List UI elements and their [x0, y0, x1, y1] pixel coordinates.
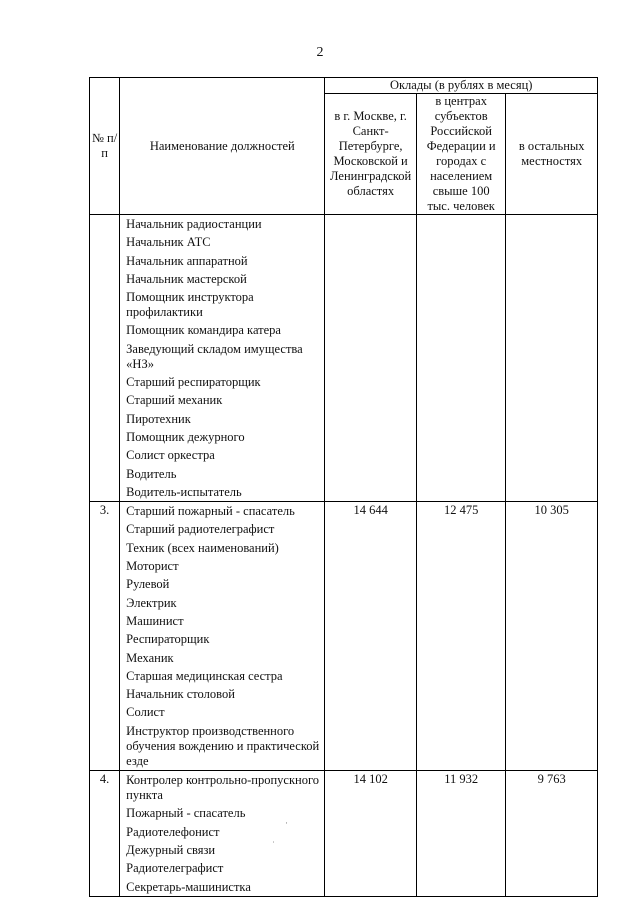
position-name: Пожарный - спасатель: [126, 806, 246, 821]
position-name: Заведующий складом имущества «НЗ»: [126, 341, 303, 371]
scan-mark: ·: [285, 818, 288, 828]
position-name: Начальник АТС: [126, 235, 211, 250]
header-salary-group: Оклады (в рублях в месяц): [325, 78, 598, 94]
position-name: Начальник аппаратной: [126, 253, 248, 268]
table-row: [90, 215, 598, 502]
table-row: [90, 771, 598, 897]
row-number: [90, 215, 120, 502]
position-name: Машинист: [126, 613, 184, 628]
table-body: [90, 215, 598, 897]
salary-other: 9 763: [506, 771, 598, 897]
position-name: Солист: [126, 705, 165, 720]
salary-moscow: [325, 215, 417, 502]
header-col-moscow: в г. Москве, г. Санкт-Петербурге, Московской и Ленинградской областях: [325, 94, 417, 215]
position-name: Водитель: [126, 466, 177, 481]
header-position-name: Наименование должностей: [120, 78, 325, 215]
position-name: Электрик: [126, 595, 177, 610]
position-name: Контролер контрольно-пропускного пункта: [126, 773, 320, 803]
position-name: Пиротехник: [126, 411, 191, 426]
position-name: Старший респираторщик: [126, 375, 261, 390]
header-num: № п/п: [90, 78, 120, 215]
position-name: Водитель-испытатель: [126, 484, 242, 499]
salary-centers: [416, 215, 506, 502]
position-name: Радиотелеграфист: [126, 861, 224, 876]
position-name: Моторист: [126, 559, 179, 574]
positions-cell: [120, 771, 325, 897]
position-name: Начальник столовой: [126, 687, 235, 702]
page-number: 2: [316, 45, 324, 60]
position-name: Механик: [126, 650, 174, 665]
scan-mark: ˙: [272, 840, 275, 850]
position-name: Начальник мастерской: [126, 271, 247, 286]
table-row: [90, 502, 598, 771]
position-name: Старшая медицинская сестра: [126, 668, 283, 683]
salary-other: 10 305: [506, 502, 598, 771]
row-number: 4.: [90, 771, 120, 897]
salary-moscow: 14 102: [325, 771, 417, 897]
positions-cell: [120, 215, 325, 502]
header-col-other: в остальных местностях: [506, 94, 598, 215]
position-name: Секретарь-машинистка: [126, 879, 251, 894]
position-name: Техник (всех наименований): [126, 540, 279, 555]
position-name: Респираторщик: [126, 632, 210, 647]
salary-other: [506, 215, 598, 502]
positions-cell: [120, 502, 325, 771]
position-name: Начальник радиостанции: [126, 217, 262, 231]
salary-moscow: 14 644: [325, 502, 417, 771]
position-name: Старший радиотелеграфист: [126, 522, 275, 537]
position-name: Старший пожарный - спасатель: [126, 504, 295, 519]
salary-centers: 12 475: [416, 502, 506, 771]
position-name: Старший механик: [126, 393, 223, 408]
row-number: 3.: [90, 502, 120, 771]
position-name: Рулевой: [126, 577, 170, 592]
position-name: Радиотелефонист: [126, 824, 220, 839]
position-name: Дежурный связи: [126, 842, 216, 857]
salary-table: [89, 77, 598, 897]
salary-centers: 11 932: [416, 771, 506, 897]
position-name: Солист оркестра: [126, 448, 215, 463]
position-name: Помощник инструктора профилактики: [126, 290, 254, 320]
header-col-centers: в центрах субъектов Российской Федерации и городах с населением свыше 100 тыс. человек: [416, 94, 506, 215]
position-name: Инструктор производственного обучения вождению и практической езде: [126, 723, 320, 768]
position-name: Помощник командира катера: [126, 323, 281, 338]
position-name: Помощник дежурного: [126, 429, 245, 444]
